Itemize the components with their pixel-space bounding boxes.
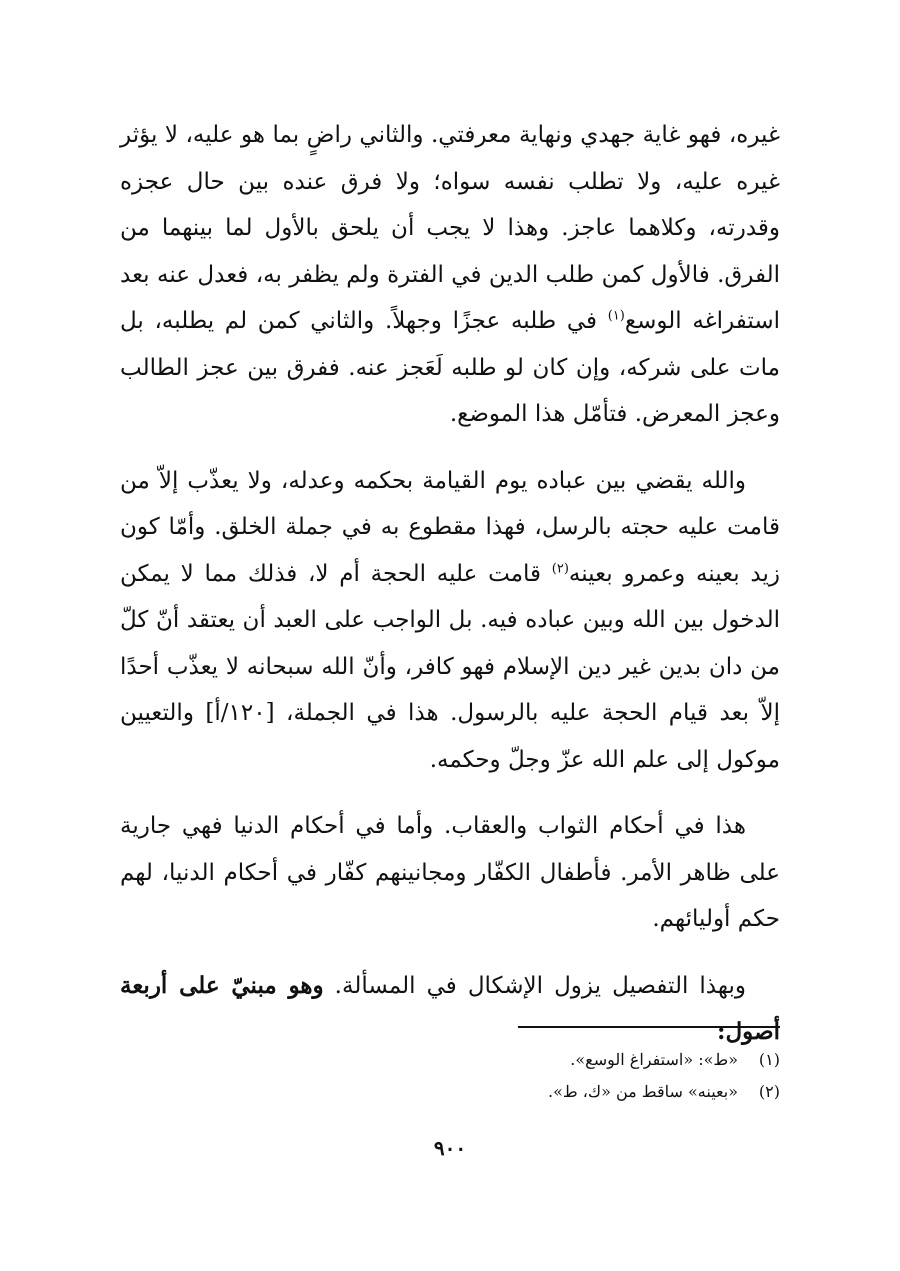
footnote-number: (١) xyxy=(758,1050,780,1069)
paragraph-2-text-c: والتعيين موكول إلى علم الله عزّ وجلّ وحكمه. xyxy=(120,700,780,773)
footnote-item xyxy=(120,1044,780,1076)
paragraph-2-text-b: قامت عليه الحجة أم لا، فذلك مما لا يمكن الدخول بين الله وبين عباده فيه. بل الواجب على العبد أن يعتقد أنّ كلّ من دان بدين غير دين الإسلام فهو كافر، وأنّ الله سبحانه لا يعذّب أحدًا إلاّ بعد قيام الحجة عليه بالرسول. هذا في الجملة، xyxy=(120,560,780,726)
paragraph-2 xyxy=(120,458,780,784)
footnote-text: «بعينه» ساقط من «ك، ط». xyxy=(547,1082,738,1101)
paragraph-4-text-a: وبهذا التفصيل يزول الإشكال في المسألة. xyxy=(323,972,746,999)
paragraph-1-text-a: غيره، فهو غاية جهدي ونهاية معرفتي. والثاني راضٍ بما هو عليه، لا يؤثر غيره عليه، ولا تطلب نفسه سواه؛ ولا فرق عنده بين حال عجزه وقدرته، وكلاهما عاجز. وهذا لا يجب أن يلحق بالأول لما بينهما من الفرق. فالأول كمن طلب الدين في الفترة ولم يظفر به، فعدل عنه بعد استفراغه الوسع xyxy=(120,122,781,334)
paragraph-1-text-b: في طلبه عجزًا وجهلاً. والثاني كمن لم يطلبه، بل مات على شركه، وإن كان لو طلبه لَعَجز عنه. ففرق بين عجز الطالب وعجز المعرض. فتأمّل هذا الموضع. xyxy=(120,308,780,427)
paragraph-2-text-a: والله يقضي بين عباده يوم القيامة بحكمه وعدله، ولا يعذّب إلاّ من قامت عليه حجته بالرسل، فهذا مقطوع به في جملة الخلق. وأمّا كون زيد بعينه وعمرو بعينه xyxy=(120,467,780,587)
page-number: ٩٠٠ xyxy=(433,1136,467,1160)
paragraph-4-bold-text: وهو مبنيّ على أربعة أصول: xyxy=(120,971,780,1045)
paragraph-4 xyxy=(120,963,780,1056)
footnote-text: «ط»: «استفراغ الوسع». xyxy=(570,1050,738,1069)
paragraph-1 xyxy=(120,112,780,438)
paragraph-3: هذا في أحكام الثواب والعقاب. وأما في أحكام الدنيا فهي جارية على ظاهر الأمر. فأطفال الكفّار ومجانينهم كفّار في أحكام الدنيا، لهم حكم أوليائهم. xyxy=(120,813,780,932)
manuscript-folio-marker: [١٢٠/أ] xyxy=(205,700,275,726)
footnote-ref-1[interactable]: (١) xyxy=(607,308,625,324)
footnote-divider xyxy=(518,1026,780,1028)
footnotes-section xyxy=(120,1044,780,1108)
footnote-item xyxy=(120,1076,780,1108)
footnote-ref-2[interactable]: (٢) xyxy=(551,560,569,576)
footnote-number: (٢) xyxy=(758,1082,780,1101)
page-body xyxy=(120,112,780,1076)
